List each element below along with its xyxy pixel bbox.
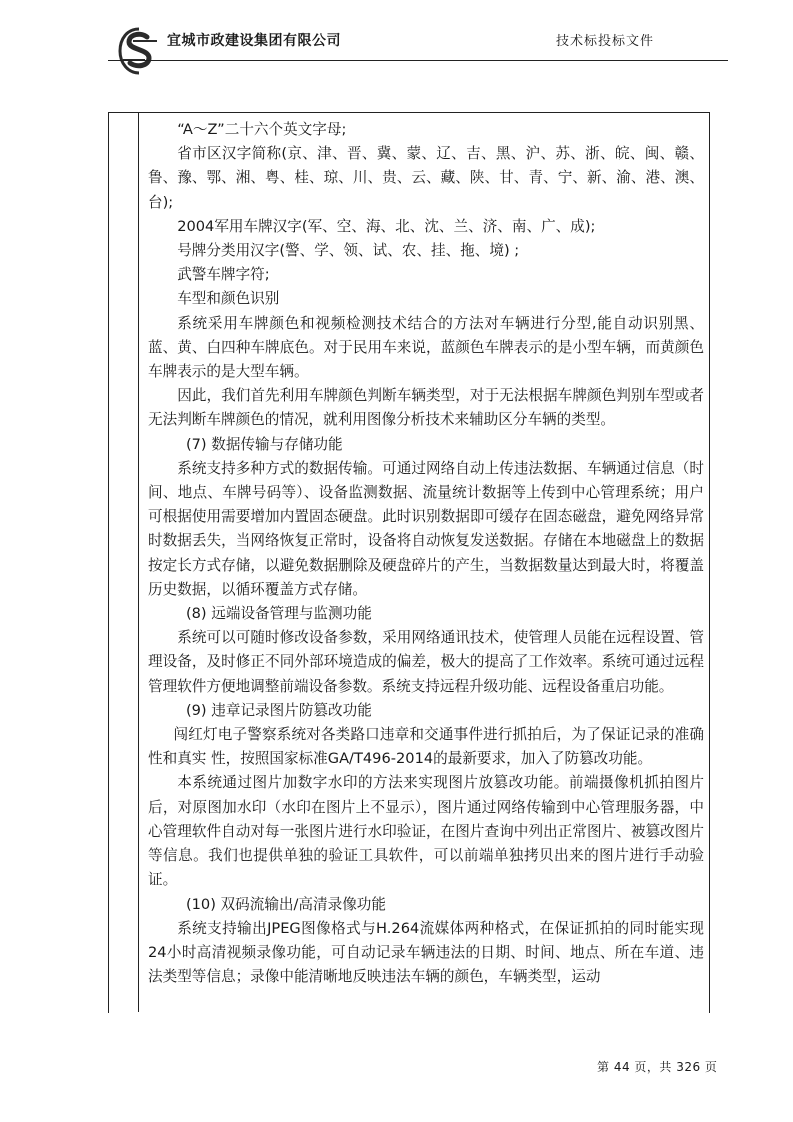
body-paragraph: 本系统通过图片加数字水印的方法来实现图片放篡改功能。前端摄像机抓拍图片后，对原图加水印（水印在图片上不显示），图片通过网络传输到中心管理服务器，中心管理软件自动对每一张图片进行水印验证，在图片查询中列出正常图片、被篡改图片等信息。我们也提供单独的验证工具软件，可以前端单独拷贝出来的图片进行手动验证。: [148, 774, 704, 889]
company-logo-icon: [117, 27, 161, 75]
table-column-divider: [138, 112, 139, 1012]
company-name: 宜城市政建设集团有限公司: [167, 33, 341, 49]
page-number: 第 44 页，共 326 页: [597, 1060, 718, 1074]
section-heading: (8) 远端设备管理与监测功能: [185, 605, 372, 623]
body-paragraph: 系统支持输出JPEG图像格式与H.264流媒体两种格式，在保证抓拍的同时能实现24小时高清视频录像功能，可自动记录车辆违法的日期、时间、地点、所在车道、违法类型等信息；录像中能清晰地反映违法车辆的颜色，车辆类型，运动: [148, 919, 704, 986]
body-paragraph: 闯红灯电子警察系统对各类路口违章和交通事件进行抓拍后，为了保证记录的准确性和真实 性，按照国家标准GA/T496-2014的最新要求，加入了防篡改功能。: [148, 726, 704, 768]
section-heading: (7) 数据传输与存储功能: [185, 435, 343, 453]
body-paragraph: 省市区汉字简称(京、津、晋、冀、蒙、辽、吉、黑、沪、苏、浙、皖、闽、赣、鲁、豫、鄂、湘、粤、桂、琼、川、贵、云、藏、陕、甘、青、宁、新、渝、港、澳、台);: [148, 145, 704, 211]
subheading: 车型和颜色识别: [177, 290, 280, 308]
section-heading: (10) 双码流输出/高清录像功能: [185, 895, 386, 913]
body-paragraph: 系统支持多种方式的数据传输。可通过网络自动上传违法数据、车辆通过信息（时间、地点、车牌号码等）、设备监测数据、流量统计数据等上传到中心管理系统；用户可根据使用需要增加内置固态硬盘。此时识别数据即可缓存在固态磁盘，避免网络异常时数据丢失，当网络恢复正常时，设备将自动恢复发送数据。存储在本地磁盘上的数据按定长方式存储，以避免数据删除及硬盘碎片的产生，当数据数量达到最大时，将覆盖历史数据，以循环覆盖方式存储。: [148, 459, 704, 598]
body-paragraph: 号牌分类用汉字(警、学、领、试、农、挂、拖、境) ;: [177, 242, 520, 260]
body-paragraph: 系统可以可随时修改设备参数，采用网络通讯技术，使管理人员能在远程设置、管理设备，及时修正不同外部环境造成的偏差，极大的提高了工作效率。系统可通过远程管理软件方便地调整前端设备参数。系统支持远程升级功能、远程设备重启功能。: [148, 629, 704, 695]
section-heading: (9) 违章记录图片防篡改功能: [185, 701, 372, 719]
document-body: [148, 118, 704, 989]
body-paragraph: 武警车牌字符;: [177, 266, 270, 284]
body-paragraph: 2004军用车牌汉字(军、空、海、北、沈、兰、济、南、广、成);: [177, 217, 596, 235]
document-title: 技术标投标文件: [556, 34, 655, 49]
body-paragraph: 系统采用车牌颜色和视频检测技术结合的方法对车辆进行分型,能自动识别黑、蓝、黄、白四种车牌底色。对于民用车来说，蓝颜色车牌表示的是小型车辆，而黄颜色车牌表示的是大型车辆。: [148, 314, 704, 381]
body-paragraph: 因此，我们首先利用车牌颜色判断车辆类型，对于无法根据车牌颜色判别车型或者无法判断车牌颜色的情况，就利用图像分析技术来辅助区分车辆的类型。: [148, 387, 704, 429]
header-divider: [108, 60, 728, 61]
body-paragraph: “A～Z”二十六个英文字母;: [177, 121, 347, 138]
